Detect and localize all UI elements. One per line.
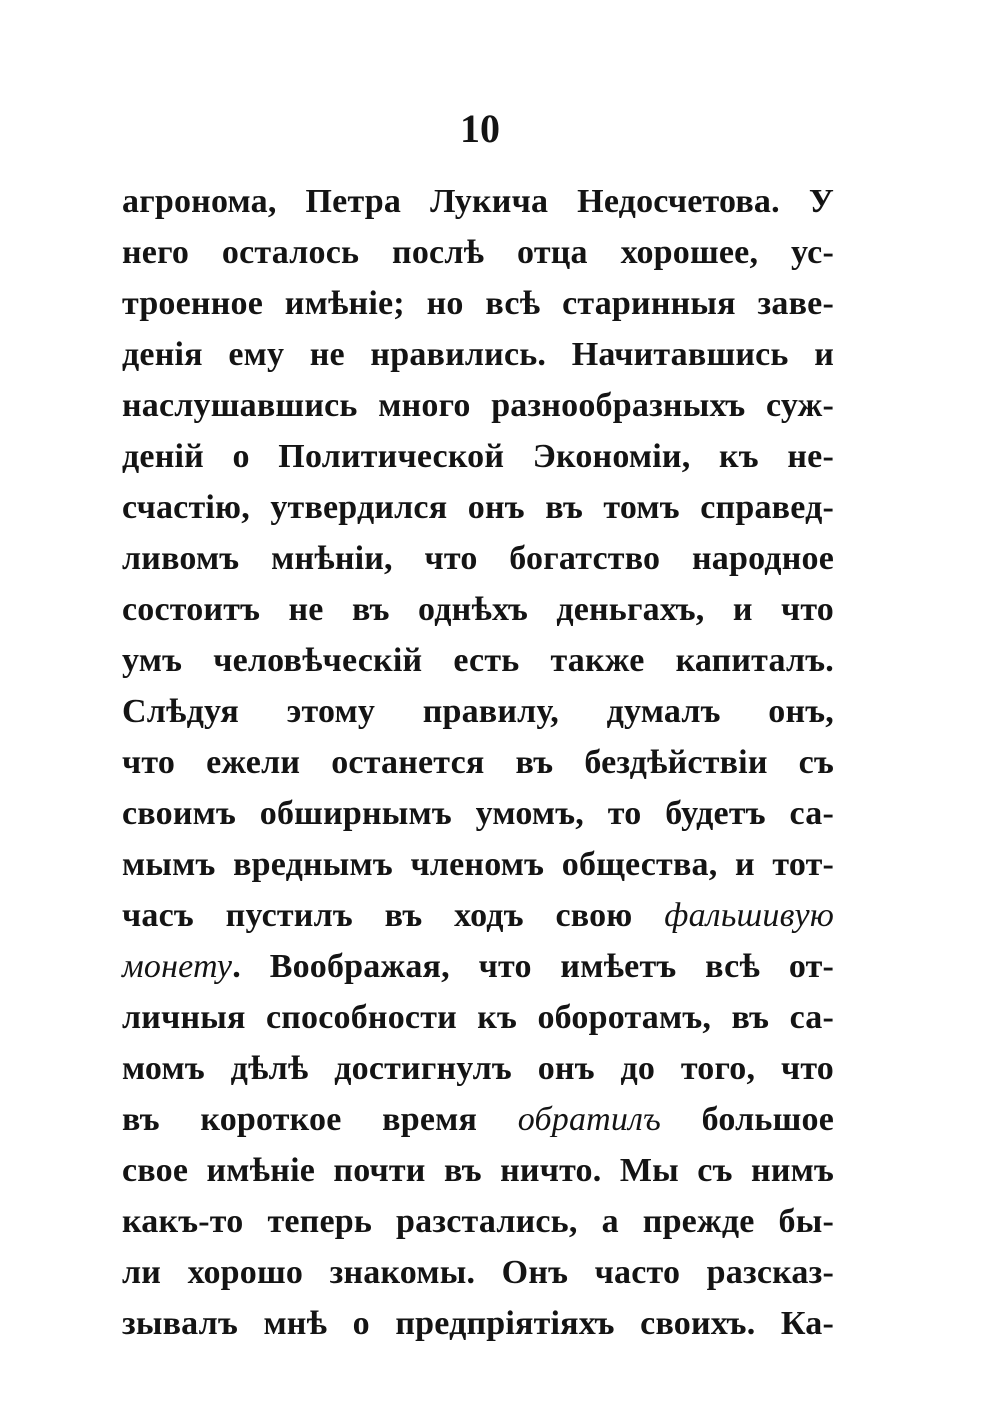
text-line: Слѣдуя этому правилу, думалъ онъ,: [122, 693, 834, 730]
text-line: наслушавшись много разнообразныхъ суж-: [122, 387, 834, 424]
text-segment: . Воображая, что имѣетъ всѣ от-: [232, 948, 834, 985]
italic-phrase: обратилъ: [517, 1101, 661, 1138]
text-line: счастію, утвердился онъ въ томъ справед-: [122, 489, 834, 526]
text-line: личныя способности къ оборотамъ, въ са-: [122, 999, 834, 1036]
text-segment: въ короткое время: [122, 1101, 518, 1138]
italic-phrase: монету: [122, 948, 233, 985]
text-line: [122, 1094, 834, 1145]
text-line: ливомъ мнѣніи, что богатство народное: [122, 540, 834, 577]
text-line: денія ему не нравились. Начитавшись и: [122, 336, 834, 373]
body-text: [122, 176, 834, 1349]
text-line: свое имѣніе почти въ ничто. Мы съ нимъ: [122, 1152, 834, 1189]
text-line: своимъ обширнымъ умомъ, то будетъ са-: [122, 795, 834, 832]
text-line: [122, 890, 834, 941]
page-number: 10: [460, 106, 500, 151]
text-line: [122, 941, 834, 992]
text-line: какъ-то теперь разстались, а прежде бы-: [122, 1203, 834, 1240]
text-line: умъ человѣческій есть также капиталъ.: [122, 642, 834, 679]
text-line: зывалъ мнѣ о предпріятіяхъ своихъ. Ка-: [122, 1305, 834, 1342]
text-line: троенное имѣніе; но всѣ старинныя заве-: [122, 285, 834, 322]
text-segment: большое: [661, 1101, 834, 1138]
italic-phrase: фальшивую: [664, 897, 834, 934]
text-line: мымъ вреднымъ членомъ общества, и тот-: [122, 846, 834, 883]
text-line: агронома, Петра Лукича Недосчетова. У: [122, 183, 834, 220]
text-line: состоитъ не въ однѣхъ деньгахъ, и что: [122, 591, 834, 628]
text-segment: часъ пустилъ въ ходъ свою: [122, 897, 665, 934]
text-line: ли хорошо знакомы. Онъ часто разсказ-: [122, 1254, 834, 1291]
text-line: деній о Политической Экономіи, къ не-: [122, 438, 834, 475]
text-line: него осталось послѣ отца хорошее, ус-: [122, 234, 834, 271]
text-line: что ежели останется въ бездѣйствіи съ: [122, 744, 834, 781]
text-line: момъ дѣлѣ достигнулъ онъ до того, что: [122, 1050, 834, 1087]
